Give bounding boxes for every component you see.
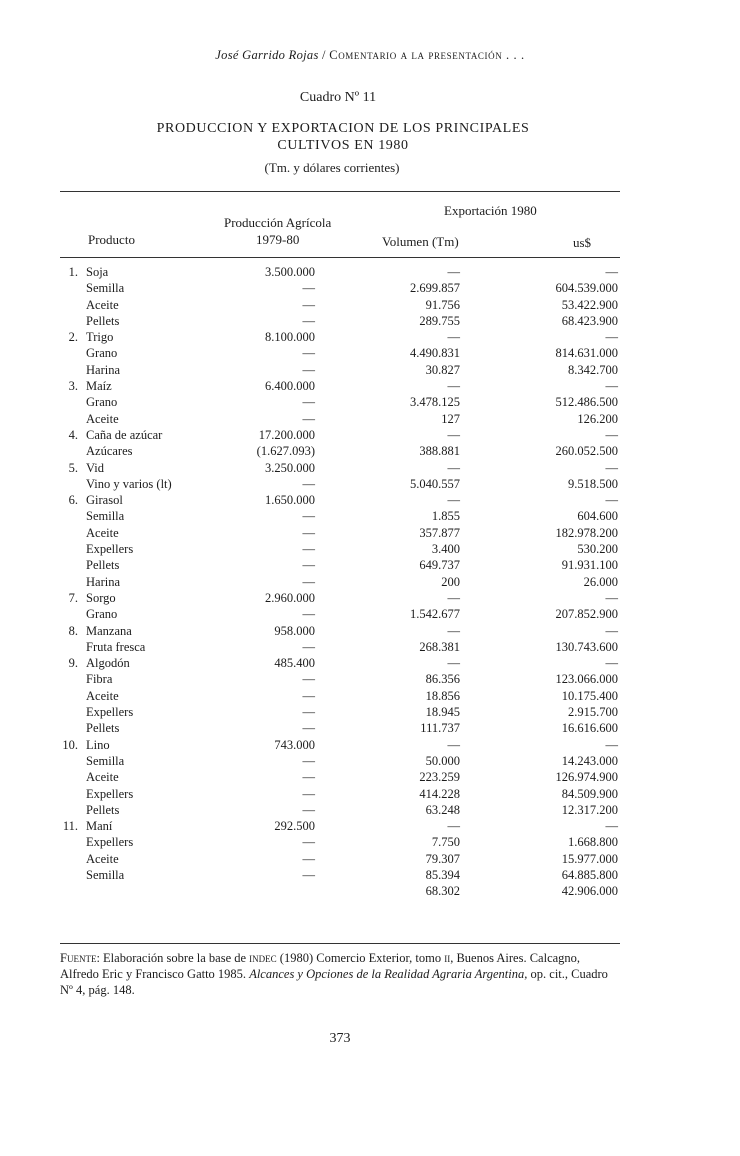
row-product: Aceite [86,851,119,866]
table-row [0,655,740,671]
row-export-volume: — [447,379,460,394]
row-export-usd: 1.668.800 [568,835,618,850]
table-row [0,557,740,573]
row-export-volume: — [447,590,460,605]
row-export-usd: 182.978.200 [555,525,618,540]
row-export-usd: 26.000 [583,574,618,589]
row-product: Grano [86,346,118,361]
table-header-rule [60,257,620,258]
row-product: Pellets [86,558,120,573]
row-export-volume: 127 [441,411,460,426]
table-row [0,427,740,443]
table-row [0,688,740,704]
row-product: Azúcares [86,444,133,459]
row-export-usd: 10.175.400 [561,688,618,703]
table-row [0,394,740,410]
table-row [0,460,740,476]
row-export-usd: 15.977.000 [561,851,618,866]
table-row [0,297,740,313]
table-row [0,737,740,753]
row-export-volume: — [447,623,460,638]
row-agri-production: — [302,672,315,687]
table-row [0,753,740,769]
table-row [0,345,740,361]
row-export-usd: — [605,737,618,752]
table-number: Cuadro Nº 11 [299,90,377,105]
table-row [0,313,740,329]
row-agri-production: 2.960.000 [265,590,315,605]
row-agri-production: (1.627.093) [256,444,315,459]
header-author: José Garrido Rojas [215,48,319,62]
row-export-volume: — [447,737,460,752]
table-row [0,818,740,834]
footnote-text-1: Elaboración sobre la base de [103,951,247,965]
row-export-volume: 2.699.857 [410,281,460,296]
row-agri-production: 8.100.000 [265,330,315,345]
row-export-volume: — [447,265,460,279]
row-number: 6. [68,493,78,508]
running-header [0,48,740,63]
row-export-volume: — [447,460,460,475]
row-export-volume: 79.307 [425,851,460,866]
table-body [0,264,740,900]
row-product: Girasol [86,493,123,508]
row-export-volume: 414.228 [419,786,460,801]
row-agri-production: — [302,639,315,654]
row-agri-production: — [302,851,315,866]
row-export-volume: 4.490.831 [410,346,460,361]
row-product: Caña de azúcar [86,427,163,442]
header-usd: us$ [573,235,592,250]
row-agri-production: 17.200.000 [258,427,315,442]
footnote-label: Fuente: [60,951,100,965]
row-product: Grano [86,607,118,622]
row-agri-production: — [302,313,315,328]
table-row [0,508,740,524]
row-export-usd: 8.342.700 [568,362,618,377]
row-product: Lino [86,737,110,752]
table-row [0,329,740,345]
row-export-usd: — [605,379,618,394]
row-agri-production: 292.500 [274,819,315,834]
row-export-volume: 268.381 [419,639,460,654]
row-product: Expellers [86,705,134,720]
row-export-volume: 649.737 [419,558,460,573]
row-agri-production: 6.400.000 [265,379,315,394]
row-export-volume: 86.356 [425,672,460,687]
row-product: Harina [86,574,121,589]
row-export-usd: — [605,330,618,345]
row-number: 1. [68,265,78,279]
row-agri-production: — [302,753,315,768]
header-product: Producto [88,232,135,247]
table-row [0,623,740,639]
row-number: 3. [68,379,78,394]
row-number: 7. [68,590,78,605]
row-export-volume: 388.881 [419,444,460,459]
row-export-volume: 50.000 [425,753,460,768]
row-export-usd: 814.631.000 [555,346,618,361]
row-export-usd: 84.509.900 [561,786,618,801]
row-product: Grano [86,395,118,410]
row-agri-production: 1.650.000 [265,493,315,508]
row-agri-production: — [302,362,315,377]
row-export-volume: 30.827 [425,362,460,377]
table-row [0,769,740,785]
row-product: Aceite [86,525,119,540]
table-title-line-1: PRODUCCION Y EXPORTACION DE LOS PRINCIPALES [156,121,530,136]
row-number: 11. [62,819,78,834]
row-product: Maíz [86,379,112,394]
row-agri-production: — [302,395,315,410]
row-agri-production: — [302,770,315,785]
table-row [0,867,740,883]
row-number: 10. [62,737,78,752]
table-row [0,851,740,867]
row-product: Semilla [86,509,125,524]
row-product: Vino y varios (lt) [86,476,172,491]
row-agri-production: — [302,786,315,801]
table-row [0,541,740,557]
table-row [0,574,740,590]
row-product: Fruta fresca [86,639,146,654]
row-product: Aceite [86,297,119,312]
footnote-text-2: (1980) Comercio Exterior, tomo [279,951,442,965]
footnote-text-3: , Buenos Aires. Calcagno, Alfredo Eric y Francisco Gatto 1985. [60,951,581,981]
row-export-volume: 1.542.677 [410,607,460,622]
table-row [0,720,740,736]
row-agri-production: — [302,297,315,312]
row-agri-production: — [302,574,315,589]
row-product: Aceite [86,688,119,703]
header-agri-line-1: Producción Agrícola [224,215,332,230]
row-export-volume: — [447,493,460,508]
row-agri-production: — [302,721,315,736]
row-product: Vid [86,460,104,475]
row-product: Trigo [86,330,114,345]
row-agri-production: 743.000 [274,737,315,752]
row-export-usd: 68.423.900 [561,313,618,328]
row-export-volume: 1.855 [431,509,460,524]
row-export-usd: — [605,623,618,638]
row-export-volume: 18.856 [425,688,460,703]
row-export-volume: 3.478.125 [410,395,460,410]
row-agri-production: — [302,281,315,296]
table-bottom-rule [60,943,620,944]
row-agri-production: — [302,346,315,361]
row-export-usd: 53.422.900 [561,297,618,312]
row-export-usd: 123.066.000 [555,672,618,687]
table-row [0,704,740,720]
row-product: Algodón [86,656,130,671]
source-footnote [60,950,620,998]
table-units: (Tm. y dólares corrientes) [264,160,400,175]
row-export-usd: 16.616.600 [561,721,618,736]
header-title: Comentario a la presentación . . . [329,48,525,62]
table-row [0,639,740,655]
row-export-usd: 91.931.100 [561,558,618,573]
table-row [0,411,740,427]
row-export-volume: 7.750 [431,835,460,850]
table-row [0,476,740,492]
row-agri-production: — [302,542,315,557]
row-export-volume: — [447,819,460,834]
row-export-usd: 260.052.500 [555,444,618,459]
row-export-usd: — [605,819,618,834]
row-export-usd: 512.486.500 [555,395,618,410]
row-export-volume: 223.259 [419,770,460,785]
row-export-usd: 2.915.700 [568,705,618,720]
row-agri-production: — [302,705,315,720]
row-product: Maní [86,819,113,834]
table-row [0,606,740,622]
table-row [0,443,740,459]
table-row [0,362,740,378]
header-export-group: Exportación 1980 [444,203,537,218]
row-product: Pellets [86,721,120,736]
row-product: Aceite [86,411,119,426]
row-product: Pellets [86,802,120,817]
footnote-book-title: Alcances y Opciones de la Realidad Agraria Argentina, [249,967,528,981]
row-product: Semilla [86,281,125,296]
row-export-usd: 126.974.900 [555,770,618,785]
row-export-volume: 18.945 [425,705,460,720]
row-number: 8. [68,623,78,638]
row-product: Expellers [86,835,134,850]
header-separator: / [322,48,326,62]
row-export-usd: 12.317.200 [561,802,618,817]
row-number: 9. [68,656,78,671]
row-number: 2. [68,330,78,345]
table-top-rule [60,191,620,192]
row-export-volume: 3.400 [431,542,460,557]
row-export-usd: 64.885.800 [561,867,618,882]
table-title [0,120,686,154]
row-export-usd: 207.852.900 [555,607,618,622]
row-agri-production: — [302,411,315,426]
row-export-usd: — [605,590,618,605]
row-export-usd: 126.200 [577,411,618,426]
table-row [0,802,740,818]
row-agri-production: — [302,509,315,524]
table-row [0,834,740,850]
row-number: 4. [68,427,78,442]
table-row [0,786,740,802]
row-product: Semilla [86,753,125,768]
row-agri-production: — [302,476,315,491]
row-product: Semilla [86,867,125,882]
row-export-usd: 530.200 [577,542,618,557]
table-row [0,525,740,541]
row-export-usd: — [605,427,618,442]
footnote-text-4: op. cit., Cuadro Nº 4, pág. 148. [60,967,608,997]
row-export-volume: 85.394 [425,867,460,882]
table-row [0,492,740,508]
table-row [0,883,740,899]
row-product: Harina [86,362,121,377]
row-product: Aceite [86,770,119,785]
row-export-volume: 111.737 [420,721,460,736]
table-row [0,671,740,687]
row-agri-production: 958.000 [274,623,315,638]
row-export-usd: 604.600 [577,509,618,524]
row-export-usd: 14.243.000 [561,753,618,768]
table-row [0,264,740,280]
row-agri-production: — [302,558,315,573]
row-agri-production: — [302,688,315,703]
row-export-volume: 63.248 [425,802,460,817]
row-export-volume: — [447,427,460,442]
row-product: Sorgo [86,590,116,605]
row-export-volume: 91.756 [425,297,460,312]
row-product: Pellets [86,313,120,328]
table-row [0,590,740,606]
row-agri-production: 485.400 [274,656,315,671]
row-export-usd: — [605,460,618,475]
row-product: Expellers [86,786,134,801]
header-agri-line-2: 1979-80 [256,232,300,247]
table-row [0,378,740,394]
table-title-line-2: CULTIVOS EN 1980 [277,138,409,153]
row-agri-production: — [302,867,315,882]
row-export-volume: 289.755 [419,313,460,328]
row-export-volume: 200 [441,574,460,589]
row-agri-production: — [302,835,315,850]
row-product: Soja [86,265,109,279]
row-export-usd: 130.743.600 [555,639,618,654]
row-export-usd: 604.539.000 [555,281,618,296]
row-agri-production: — [302,607,315,622]
row-agri-production: — [302,525,315,540]
row-export-volume: 357.877 [419,525,460,540]
row-export-usd: — [605,656,618,671]
row-export-usd: 9.518.500 [568,476,618,491]
header-volume: Volumen (Tm) [382,234,459,249]
row-export-volume: 5.040.557 [410,476,460,491]
row-agri-production: 3.500.000 [265,265,315,279]
footnote-tomo: ii [444,951,451,965]
row-export-usd: — [605,493,618,508]
footnote-indec: indec [249,951,277,965]
row-agri-production: — [302,802,315,817]
row-product: Manzana [86,623,132,638]
row-product: Fibra [86,672,113,687]
row-export-volume: 68.302 [425,884,460,899]
row-export-volume: — [447,656,460,671]
page-number: 373 [329,1031,351,1046]
row-number: 5. [68,460,78,475]
row-export-usd: — [605,265,618,279]
row-agri-production: 3.250.000 [265,460,315,475]
table-row [0,280,740,296]
row-export-usd: 42.906.000 [561,884,618,899]
row-export-volume: — [447,330,460,345]
row-product: Expellers [86,542,134,557]
